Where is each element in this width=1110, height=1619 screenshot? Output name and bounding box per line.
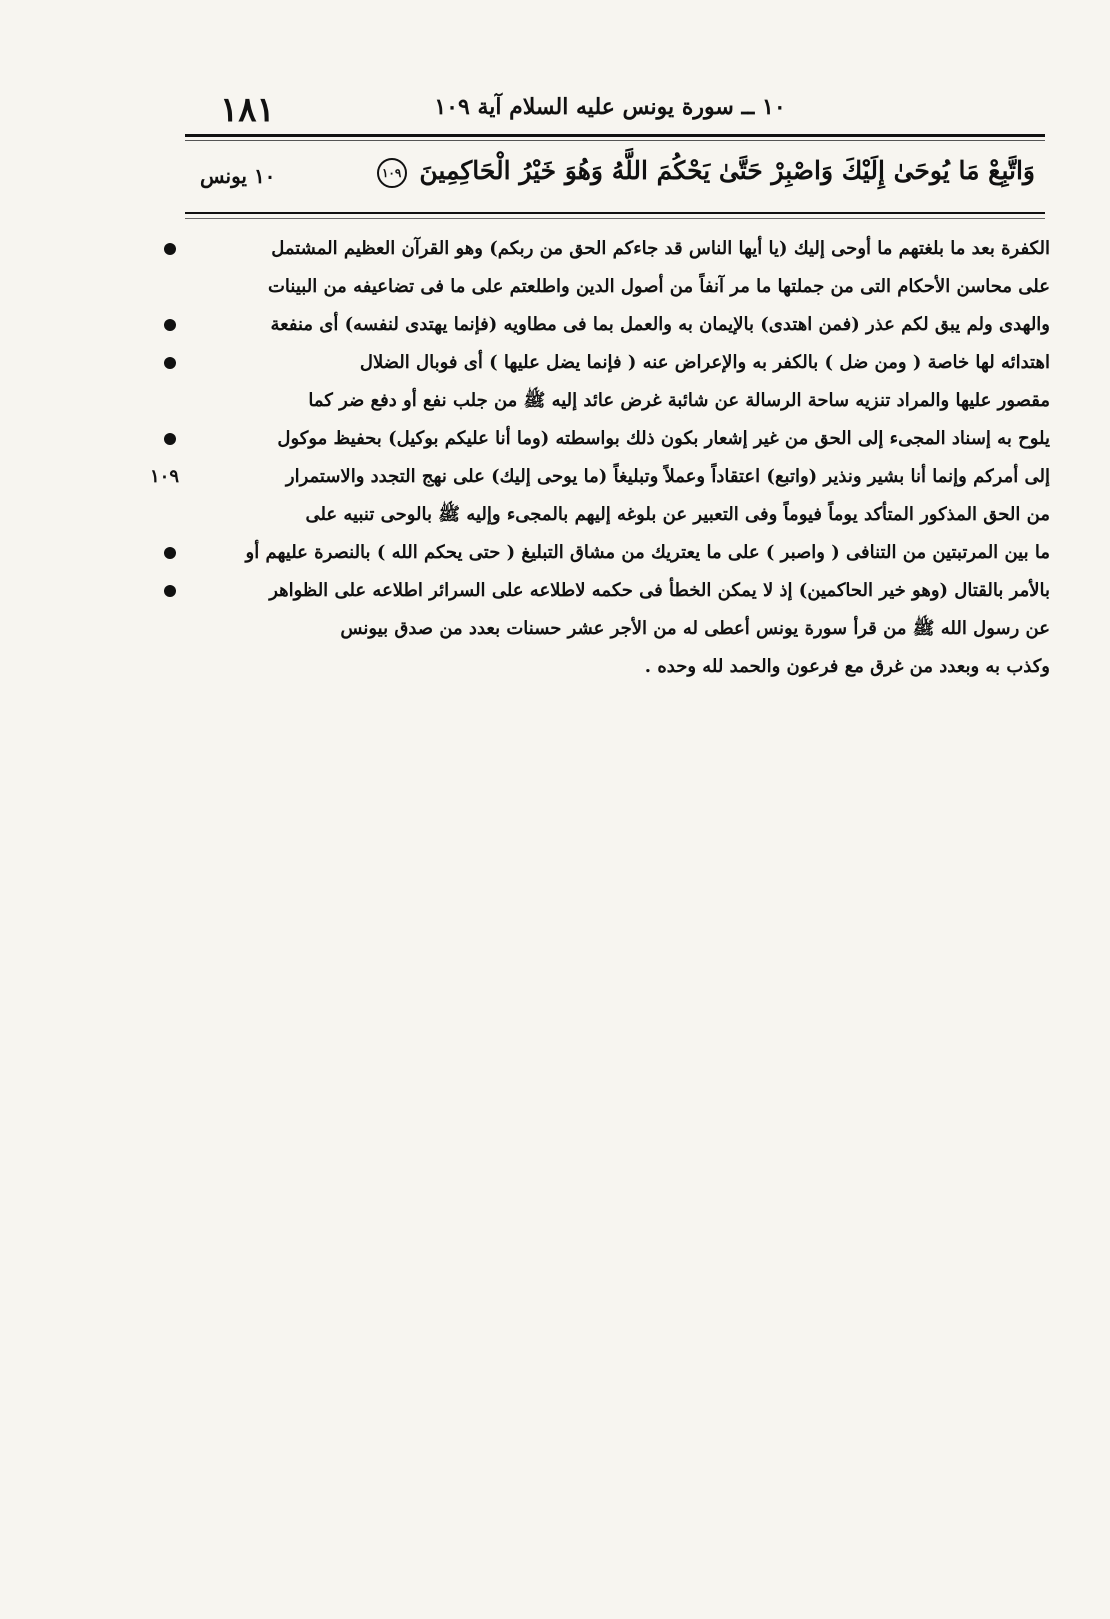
line-text: عن رسول الله ﷺ من قرأ سورة يونس أعطى له من الأجر عشر حسنات بعدد من صدق بيونس [340, 618, 1050, 639]
line-text: الكفرة بعد ما بلغتهم ما أوحى إليك (يا أيها الناس قد جاءكم الحق من ربكم) وهو القرآن العظيم المشتمل [271, 238, 1050, 259]
commentary-line [150, 230, 1050, 268]
line-text: مقصور عليها والمراد تنزيه ساحة الرسالة عن شائبة غرض عائد إليه ﷺ من جلب نفع أو دفع ضر كما [308, 390, 1050, 411]
running-title: ١٠ ــ سورة يونس عليه السلام آية ١٠٩ [434, 94, 786, 120]
line-text: على محاسن الأحكام التى من جملتها ما مر آنفاً من أصول الدين واطلعتم على ما فى تضاعيفه من البينات [267, 276, 1050, 297]
line-text: والهدى ولم يبق لكم عذر (فمن اهتدى) بالإيمان به والعمل بما فى مطاويه (فإنما يهتدى لنفسه) أى منفعة [270, 314, 1050, 335]
commentary-line [150, 268, 1050, 306]
commentary-line [150, 344, 1050, 382]
commentary-line [150, 610, 1050, 648]
page-number: ١٨١ [220, 90, 275, 130]
bullet-icon [164, 585, 176, 597]
line-text: وكذب به وبعدد من غرق مع فرعون والحمد لله وحده . [644, 656, 1050, 677]
header-rule-thin [185, 140, 1045, 141]
line-text: إلى أمركم وإنما أنا بشير ونذير (واتبع) اعتقاداً وعملاً وتبليغاً (ما يوحى إليك) على نهج التجدد والاستمرار [285, 466, 1050, 487]
bullet-icon [164, 319, 176, 331]
line-text: بالأمر بالقتال (وهو خير الحاكمين) إذ لا يمكن الخطأ فى حكمه لاطلاعه على السرائر اطلاعه على الظواهر [269, 580, 1050, 601]
margin-number: ١٠٩ [150, 466, 180, 487]
line-text: يلوح به إسناد المجىء إلى الحق من غير إشعار بكون ذلك بواسطته (وما أنا عليكم بوكيل) بحفيظ موكول [277, 428, 1050, 449]
verse-rule-thin [185, 218, 1045, 219]
commentary-line [150, 496, 1050, 534]
quran-verse-row [185, 150, 1045, 210]
line-text: اهتدائه لها خاصة ( ومن ضل ) بالكفر به والإعراض عنه ( فإنما يضل عليها ) أى فوبال الضلال [359, 352, 1050, 373]
commentary-body [150, 230, 1050, 686]
bullet-icon [164, 547, 176, 559]
bullet-icon [164, 357, 176, 369]
commentary-line [150, 382, 1050, 420]
line-text: ما بين المرتبتين من التنافى ( واصبر ) على ما يعتريك من مشاق التبليغ ( حتى يحكم الله ) بالنصرة عليهم أو [245, 542, 1050, 563]
verse-body: وَاتَّبِعْ مَا يُوحَىٰ إِلَيْكَ وَاصْبِرْ حَتَّىٰ يَحْكُمَ اللَّهُ وَهُوَ خَيْرُ الْحَاكِمِينَ [419, 156, 1035, 185]
commentary-line [150, 458, 1050, 496]
bullet-icon [164, 243, 176, 255]
surah-tag: ١٠ يونس [200, 164, 276, 188]
bullet-icon [164, 433, 176, 445]
verse-text [381, 156, 1035, 188]
verse-rule [185, 212, 1045, 214]
header-rule [185, 134, 1045, 137]
commentary-line [150, 534, 1050, 572]
commentary-line [150, 572, 1050, 610]
commentary-line [150, 420, 1050, 458]
commentary-line [150, 306, 1050, 344]
page-header [185, 90, 1045, 130]
ayah-end-marker: ١٠٩ [377, 158, 407, 188]
line-text: من الحق المذكور المتأكد يوماً فيوماً وفى التعبير عن بلوغه إليهم بالمجىء وإليه ﷺ بالوحى تنبيه على [305, 504, 1050, 525]
commentary-line [150, 648, 1050, 686]
